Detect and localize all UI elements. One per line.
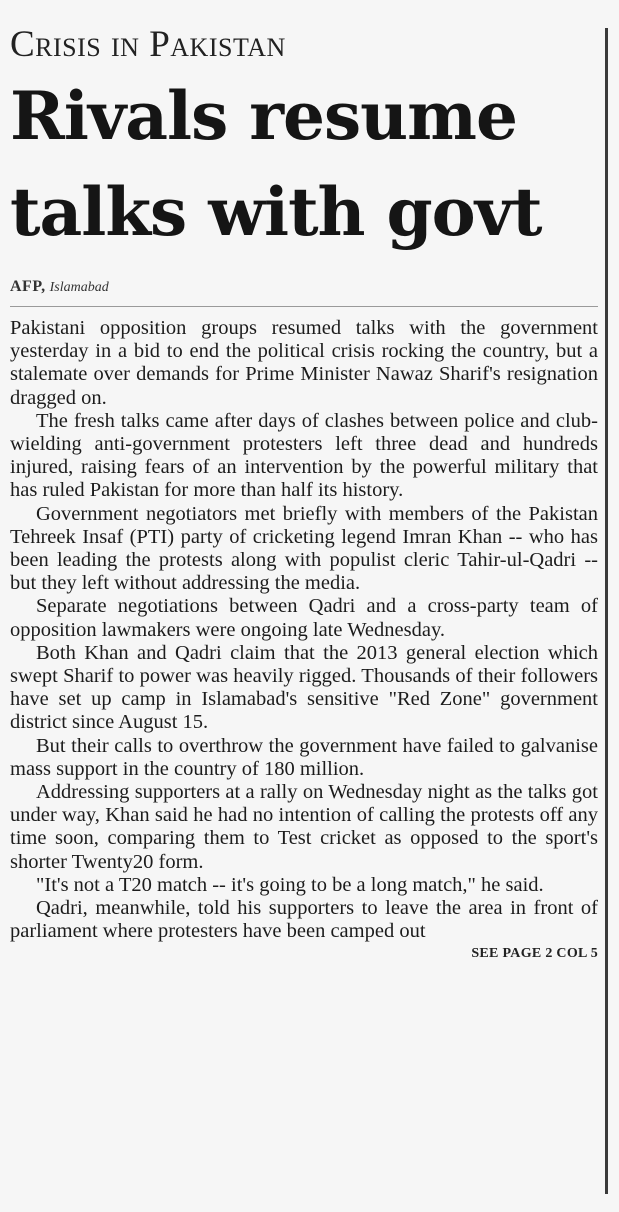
byline	[10, 278, 598, 307]
paragraph: Government negotiators met briefly with members of the Pakistan Tehreek Insaf (PTI) party of cricketing legend Imran Khan -- who has been leading the protests along with populist cleric Tahir-ul-Qadri -- but they left without addressing the media.	[10, 502, 598, 595]
continuation-jump: SEE PAGE 2 COL 5	[471, 946, 598, 962]
headline-line-1: Rivals resume	[10, 77, 517, 155]
kicker: Crisis in Pakistan	[10, 24, 286, 65]
paragraph: Qadri, meanwhile, told his supporters to leave the area in front of parliament where protesters have been camped out	[10, 897, 598, 943]
paragraph: The fresh talks came after days of clashes between police and club-wielding anti-government protesters left three dead and hundreds injured, raising fears of an intervention by the powerful military that has ruled Pakistan for more than half its history.	[10, 409, 598, 502]
paragraph: "It's not a T20 match -- it's going to be a long match," he said.	[36, 873, 544, 896]
byline-location: Islamabad	[49, 280, 109, 295]
paragraph: Both Khan and Qadri claim that the 2013 general election which swept Sharif to power was heavily rigged. Thousands of their followers have set up camp in Islamabad's sensitive "Red Zone" government district since August 15.	[10, 641, 598, 734]
news-article	[10, 22, 598, 962]
paragraph: Addressing supporters at a rally on Wednesday night as the talks got under way, Khan said he had no intention of calling the protests off any time soon, comparing them to Test cricket as opposed to the sport's shorter Twenty20 form.	[10, 781, 598, 873]
column-rule	[605, 28, 608, 1194]
headline-line-2: talks with govt	[10, 173, 542, 251]
paragraph: Pakistani opposition groups resumed talks with the government yesterday in a bid to end the political crisis rocking the country, but a stalemate over demands for Prime Minister Nawaz Sharif's resignation dragged on.	[10, 317, 598, 409]
byline-agency: AFP,	[10, 278, 46, 295]
paragraph: Separate negotiations between Qadri and a cross-party team of opposition lawmakers were ongoing late Wednesday.	[10, 595, 598, 641]
paragraph: But their calls to overthrow the government have failed to galvanise mass support in the country of 180 million.	[10, 734, 598, 780]
headline	[10, 68, 598, 260]
article-body	[10, 317, 598, 943]
